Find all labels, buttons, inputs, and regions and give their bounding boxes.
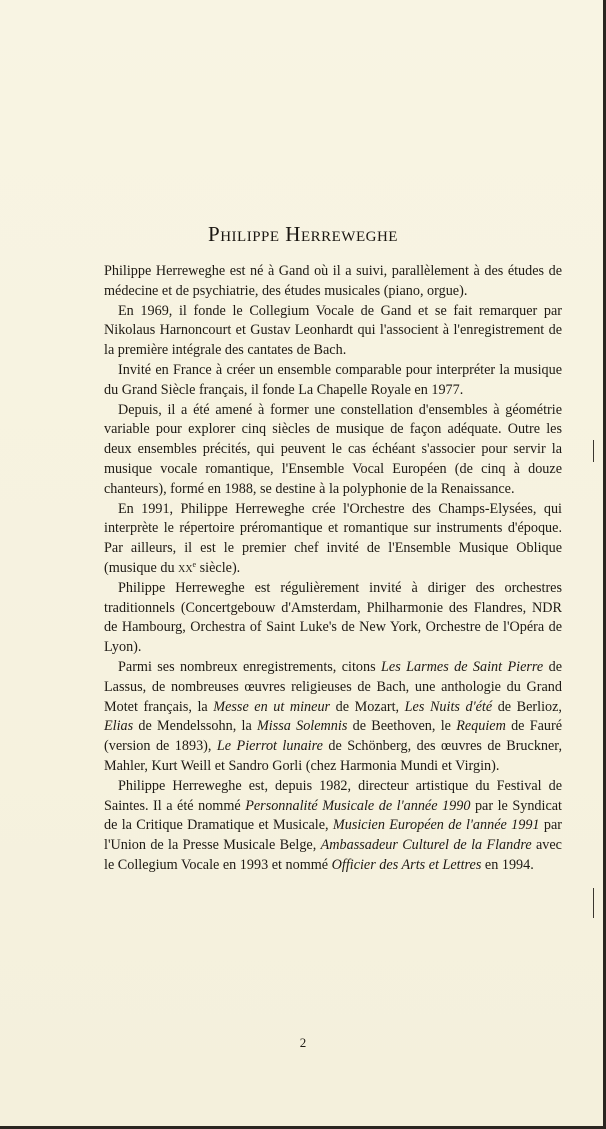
paragraph-5 (104, 500, 562, 579)
work-title-elias: Elias (104, 718, 134, 735)
binding-mark (593, 888, 594, 918)
paragraph-1: Philippe Herreweghe est né à Gand où il a suivi, parallèlement à des études de médecine et de psychiatrie, des études musicales (piano, orgue). (104, 263, 562, 299)
p7-text-h: de Schönberg, des œuvres de Bruckner, Mahler, Kurt Weill et Sandro Gorli (chez Harmonia Mundi et Virgin). (104, 738, 563, 774)
century-numeral: xx (178, 559, 193, 576)
p8-text-e: en 1994. (481, 856, 534, 873)
work-title-messe: Messe en ut mineur (213, 698, 331, 715)
work-title-nuits: Les Nuits d'été (404, 698, 493, 715)
paragraph-6: Philippe Herreweghe est régulièrement invité à diriger des orchestres traditionnels (Concertgebouw d'Amsterdam, Philharmonie des Flandres, NDR de Hambourg, Orchestra of Saint Luke's de New York, Orchestre de l'Opéra de Lyon). (104, 579, 562, 656)
award-ambassadeur: Ambassadeur Culturel de la Flandre (320, 837, 532, 854)
paragraph-3: Invité en France à créer un ensemble comparable pour interpréter la musique du Grand Siècle français, il fonde La Chapelle Royale en 1977. (104, 361, 562, 398)
work-title-larmes: Les Larmes de Saint Pierre (381, 658, 544, 675)
p8-text-d: avec le Collegium Vocale en 1993 et nommé (104, 837, 562, 873)
p7-text-c: de Mozart, (330, 698, 405, 715)
page-title: Philippe Herreweghe (208, 222, 398, 246)
page-number: 2 (299, 1035, 307, 1050)
p8-text-c: par l'Union de la Presse Musicale Belge, (104, 817, 562, 854)
award-musicien: Musicien Européen de l'année 1991 (332, 817, 540, 834)
century-superscript: e (192, 559, 197, 569)
paragraph-8 (104, 777, 562, 876)
biography-text (104, 262, 562, 876)
award-personnalite: Personnalité Musicale de l'année 1990 (245, 797, 471, 814)
paragraph-5-text: En 1991, Philippe Herreweghe crée l'Orchestre des Champs-Elysées, qui interprète le répertoire préromantique et romantique sur instruments d'époque. Par ailleurs, il est le premier chef invité de l'Ensemble Musique Oblique (musique du (104, 500, 562, 576)
award-officier: Officier des Arts et Lettres (331, 856, 482, 873)
paragraph-2: En 1969, il fonde le Collegium Vocale de Gand et se fait remarquer par Nikolaus Harnoncourt et Gustav Leonhardt qui l'associent à l'enregistrement de la première intégrale des cantates de Bach. (104, 302, 562, 359)
work-title-requiem: Requiem (456, 718, 506, 735)
paragraph-5-end: siècle). (196, 559, 241, 576)
p7-text-g: de Fauré (version de 1893), (104, 718, 563, 755)
work-title-pierrot: Le Pierrot lunaire (216, 738, 323, 755)
paragraph-7 (104, 658, 562, 777)
p7-text-a: Parmi ses nombreux enregistrements, citons (118, 658, 382, 675)
p7-text-e: de Mendelssohn, la (133, 718, 257, 735)
p7-text-d: de Berlioz, (492, 698, 562, 715)
p8-text-a: Philippe Herreweghe est, depuis 1982, directeur artistique du Festival de Saintes. Il a été nommé (104, 777, 562, 814)
p8-text-b: par le Syndicat de la Critique Dramatique et Musicale, (104, 797, 562, 834)
binding-mark (593, 440, 594, 462)
p7-text-f: de Beethoven, le (347, 718, 457, 735)
p7-text-b: de Lassus, de nombreuses œuvres religieuses de Bach, une anthologie du Grand Motet français, la (104, 658, 562, 715)
work-title-missa: Missa Solemnis (256, 718, 348, 735)
paragraph-4: Depuis, il a été amené à former une constellation d'ensembles à géométrie variable pour explorer cinq siècles de musique de façon adéquate. Outre les deux ensembles précités, qui peuvent le cas échéant s'associer pour servir la musique vocale romantique, l'Ensemble Vocal Européen (de cinq à douze chanteurs), formé en 1988, se destine à la polyphonie de la Renaissance. (104, 401, 562, 497)
